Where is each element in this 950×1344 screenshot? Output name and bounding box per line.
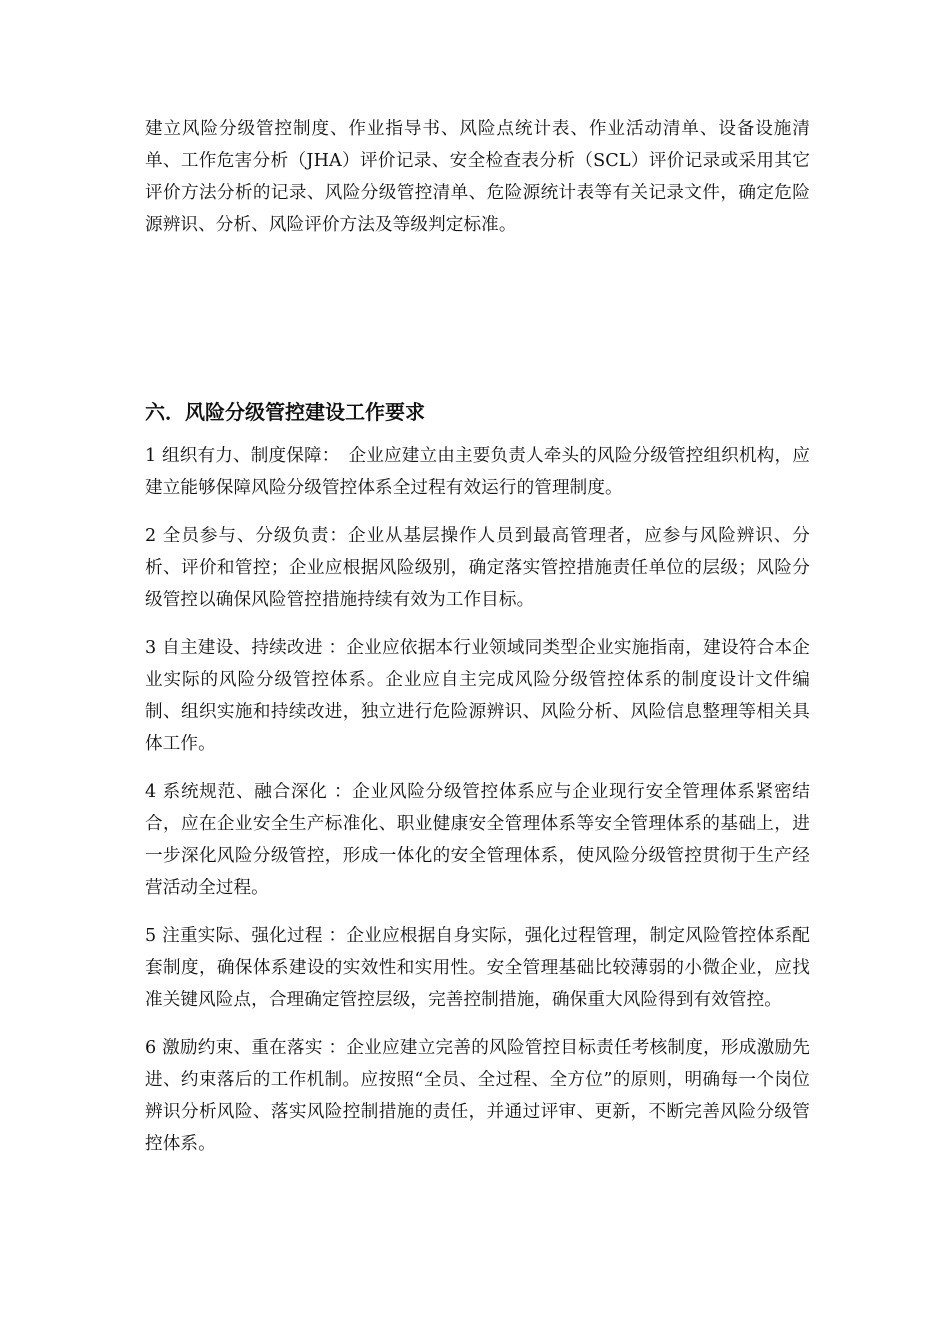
requirement-item-3: 3 自主建设、持续改进 ：企业应依据本行业领域同类型企业实施指南，建设符合本企业实际的风险分级管控体系。企业应自主完成风险分级管控体系的制度设计文件编制、组织实施和持续改进，独立进行危险源辨识、风险分析、风险信息整理等相关具体工作。 [145,638,810,754]
requirement-item-1: 1 组织有力、制度保障： 企业应建立由主要负责人牵头的风险分级管控组织机构，应建立能够保障风险分级管控体系全过程有效运行的管理制度。 [145,446,810,498]
requirement-item-5: 5 注重实际、强化过程 ：企业应根据自身实际，强化过程管理，制定风险管控体系配套制度，确保体系建设的实效性和实用性。安全管理基础比较薄弱的小微企业，应找准关键风险点，合理确定管控层级，完善控制措施，确保重大风险得到有效管控。 [145,926,810,1010]
requirement-item-2: 2 全员参与、分级负责：企业从基层操作人员到最高管理者，应参与风险辨识、分析、评价和管控；企业应根据风险级别，确定落实管控措施责任单位的层级；风险分级管控以确保风险管控措施持续有效为工作目标。 [145,526,810,610]
requirements-list [145,440,810,1176]
requirement-item-4: 4 系统规范、融合深化 ：企业风险分级管控体系应与企业现行安全管理体系紧密结合，应在企业安全生产标准化、职业健康安全管理体系等安全管理体系的基础上，进一步深化风险分级管控，形成一体化的安全管理体系，使风险分级管控贯彻于生产经营活动全过程。 [145,782,810,898]
requirement-item-6: 6 激励约束、重在落实 ：企业应建立完善的风险管控目标责任考核制度，形成激励先进、约束落后的工作机制。应按照“全员、全过程、全方位”的原则，明确每一个岗位辨识分析风险、落实风险控制措施的责任，并通过评审、更新，不断完善风险分级管控体系。 [145,1038,810,1154]
section-heading: 六．风险分级管控建设工作要求 [145,400,425,424]
intro-paragraph: 建立风险分级管控制度、作业指导书、风险点统计表、作业活动清单、设备设施清单、工作危害分析（JHA）评价记录、安全检查表分析（SCL）评价记录或采用其它评价方法分析的记录、风险分级管控清单、危险源统计表等有关记录文件，确定危险源辨识、分析、风险评价方法及等级判定标准。 [145,119,810,235]
